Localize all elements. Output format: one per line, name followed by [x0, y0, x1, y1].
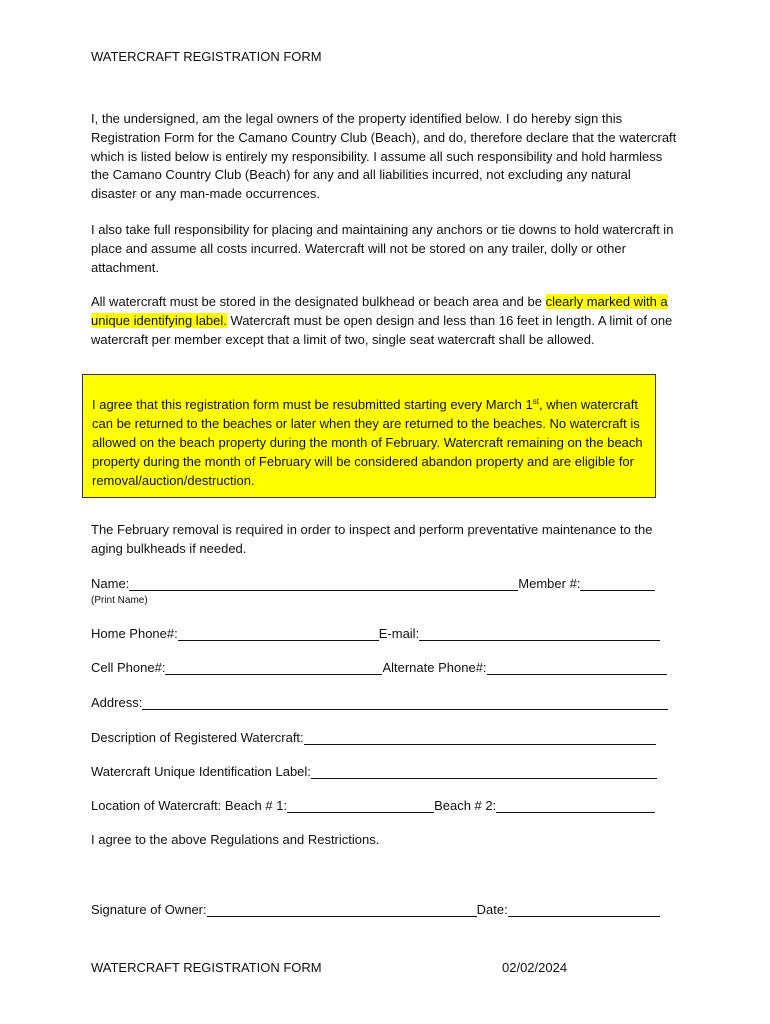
phone-email-row: [91, 625, 681, 643]
agreement-box: [82, 374, 656, 498]
footer-date: 02/02/2024: [502, 960, 568, 975]
signature-label: Signature of Owner:: [91, 902, 207, 917]
member-field[interactable]: [580, 575, 655, 591]
description-label: Description of Registered Watercraft:: [91, 730, 304, 745]
signature-row: [91, 901, 681, 919]
responsibility-paragraph: I also take full responsibility for placing and maintaining any anchors or tie downs to hold watercraft in place and assume all costs incurred. Watercraft will not be stored on any trailer, dolly or other attachment.: [91, 222, 674, 275]
unique-label-field[interactable]: [311, 763, 657, 779]
storage-paragraph: [91, 293, 679, 349]
name-field[interactable]: [129, 575, 518, 591]
location-label: Location of Watercraft: Beach # 1:: [91, 798, 288, 813]
cell-phone-row: [91, 659, 681, 677]
home-phone-label: Home Phone#:: [91, 626, 178, 641]
date-field[interactable]: [508, 901, 660, 917]
beach2-label: Beach # 2:: [434, 798, 497, 813]
date-label: Date:: [476, 902, 508, 917]
highlighted-text: clearly marked with a unique identifying label.: [91, 294, 668, 328]
name-label: Name:: [91, 576, 130, 591]
agree-row: [91, 832, 681, 850]
unique-label-row: [91, 763, 681, 781]
cell-phone-field[interactable]: [165, 659, 382, 675]
address-row: [91, 694, 681, 712]
page-title: WATERCRAFT REGISTRATION FORM: [91, 49, 322, 64]
print-name-hint: (Print Name): [91, 595, 148, 606]
email-field[interactable]: [419, 625, 660, 641]
member-label: Member #:: [518, 576, 581, 591]
email-label: E-mail:: [378, 626, 420, 641]
removal-paragraph: The February removal is required in order to inspect and perform preventative maintenance to the aging bulkheads if needed.: [91, 522, 653, 556]
beach2-field[interactable]: [496, 797, 655, 813]
description-row: [91, 729, 681, 747]
declaration-paragraph: I, the undersigned, am the legal owners of the property identified below. I do hereby sign this Registration Form for the Camano Country Club (Beach), and do, therefore declare that the watercraft which is listed below is entirely my responsibility. I assume all such responsibility and hold harmless the Camano Country Club (Beach) for any and all liabilities incurred, not excluding any natural disaster or any man-made occurrences.: [91, 111, 677, 202]
alt-phone-field[interactable]: [487, 659, 667, 675]
unique-label-label: Watercraft Unique Identification Label:: [91, 764, 311, 779]
storage-text-end: Watercraft must be open design and less than 16 feet in length. A limit of one watercraft per member except that a limit of two, single seat watercraft shall be allowed.: [91, 312, 673, 347]
agreement-text-start: I agree that this registration form must be resubmitted starting every March 1: [92, 397, 533, 412]
storage-text-start: All watercraft must be stored in the designated bulkhead or beach area and be: [91, 294, 546, 309]
address-field[interactable]: [142, 694, 668, 710]
beach1-field[interactable]: [287, 797, 434, 813]
location-row: [91, 797, 681, 815]
signature-field[interactable]: [207, 901, 477, 917]
agree-statement: I agree to the above Regulations and Restrictions.: [91, 832, 380, 847]
footer-title: WATERCRAFT REGISTRATION FORM: [91, 960, 322, 975]
name-row: [91, 575, 681, 593]
ordinal-suffix: st: [532, 397, 539, 406]
agreement-text-end: , when watercraft can be returned to the beaches or later when they are returned to the beaches. No watercraft is allowed on the beach property during the month of February. Watercraft remaining on the beach property during the month of February will be considered abandon property and are eligible for removal/auction/destruction.: [92, 397, 643, 488]
home-phone-field[interactable]: [178, 625, 379, 641]
description-field[interactable]: [304, 729, 656, 745]
alt-phone-label: Alternate Phone#:: [382, 660, 487, 675]
cell-phone-label: Cell Phone#:: [91, 660, 166, 675]
address-label: Address:: [91, 695, 143, 710]
